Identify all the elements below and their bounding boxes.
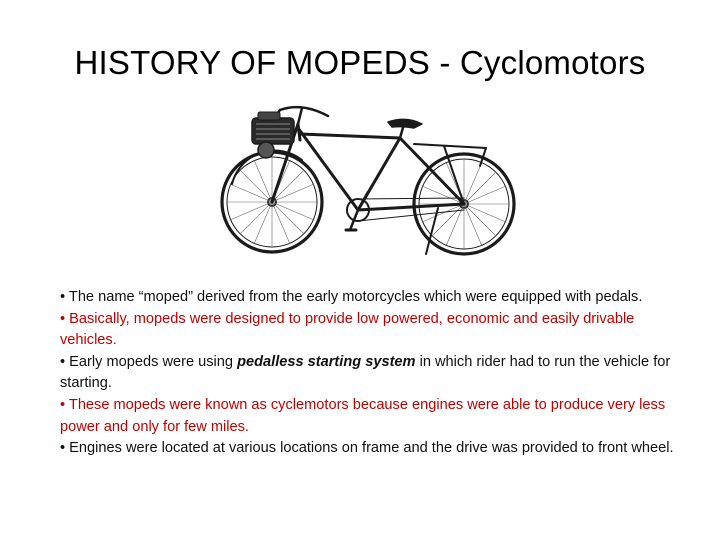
bullet-item <box>60 352 680 395</box>
bullet-item: • Basically, mopeds were designed to provide low powered, economic and easily drivable vehicles. <box>60 310 635 349</box>
bullet-item: • Engines were located at various locations on frame and the drive was provided to front wheel. <box>60 440 674 457</box>
bullet-text: • Early mopeds were using <box>60 353 238 370</box>
slide-title: HISTORY OF MOPEDS - Cyclomotors <box>74 44 646 81</box>
bicycle-with-engine-icon <box>218 94 528 266</box>
emphasized-term: pedalless starting system <box>237 353 416 370</box>
bullet-list <box>60 287 680 460</box>
bullet-item: • The name “moped” derived from the early motorcycles which were equipped with pedals. <box>60 289 643 305</box>
bullet-item: • These mopeds were known as cyclemotors because engines were able to produce very less power and only for few miles. <box>60 396 666 435</box>
bullet-text: in which rider had to run the vehicle for starting. <box>60 353 671 392</box>
